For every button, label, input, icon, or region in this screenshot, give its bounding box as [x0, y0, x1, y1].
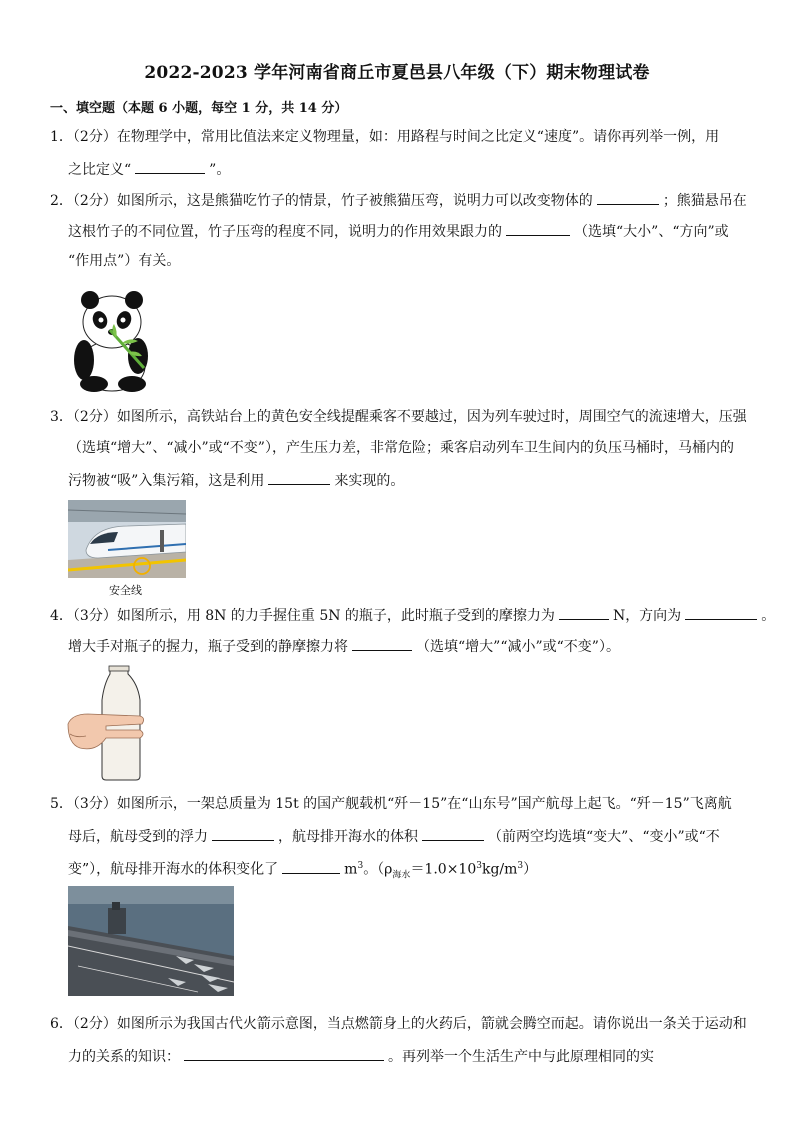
q5-text-d: 变”），航母排开海水的体积变化了	[68, 861, 279, 878]
q5-rho-sub: 海水	[392, 870, 411, 881]
q4-text-a: 4．（3分）如图所示，用 8N 的力手握住重 5N 的瓶子，此时瓶子受到的摩擦力为	[50, 608, 555, 624]
q6-text-a: 力的关系的知识：	[68, 1049, 180, 1065]
q1-line2	[68, 159, 230, 179]
q5-line1: 5．（3分）如图所示，一架总质量为 15t 的国产舰载机“歼－15”在“山东号”国产航母上起飞。“歼－15”飞离航	[50, 796, 732, 812]
q5-blank-2[interactable]	[422, 826, 484, 841]
q1-line1: 1．（2分）在物理学中，常用比值法来定义物理量，如：用路程与时间之比定义“速度”。请你再列举一例，用	[50, 129, 720, 145]
q1-text-b: ”。	[209, 162, 231, 178]
q5-close-paren: ）	[523, 861, 538, 878]
q5-blank-3[interactable]	[282, 859, 340, 874]
carrier-photo	[68, 886, 234, 996]
q5-rho: 。（ρ	[363, 861, 393, 878]
q2-text-c: 这根竹子的不同位置，竹子压弯的程度不同，说明力的作用效果跟力的	[68, 224, 502, 240]
q4-blank-1[interactable]	[559, 605, 609, 620]
q3-blank[interactable]	[268, 470, 330, 485]
q2-line1	[50, 190, 747, 210]
q5-text-c: （前两空均选填“变大”、“变小”或“不	[488, 829, 720, 845]
q3-line2: （选填“增大”、“减小”或“不变”），产生压力差，非常危险；乘客启动列车卫生间内的负压马桶时，马桶内的	[68, 440, 734, 456]
q4-blank-2[interactable]	[685, 605, 757, 620]
q3-text-b: 来实现的。	[334, 473, 405, 489]
q4-line2	[68, 636, 620, 656]
q4-text-c: 。	[761, 608, 776, 624]
q5-density: ＝1.0×10	[410, 861, 477, 878]
q1-text-a: 之比定义“	[68, 162, 132, 178]
q5-line2	[68, 826, 720, 846]
q4-line1	[50, 605, 775, 625]
q5-line3	[68, 857, 537, 884]
q2-blank-2[interactable]	[506, 221, 570, 236]
q2-line3: “作用点”）有关。	[68, 253, 181, 269]
q2-text-a: 2．（2分）如图所示，这是熊猫吃竹子的情景，竹子被熊猫压弯，说明力可以改变物体的	[50, 193, 593, 209]
q3-line1: 3．（2分）如图所示，高铁站台上的黄色安全线提醒乘客不要越过，因为列车驶过时，周围空气的流速增大，压强	[50, 409, 747, 425]
q3-text-a: 污物被“吸”入集污箱，这是利用	[68, 473, 265, 489]
section-heading: 一、填空题（本题 6 小题，每空 1 分，共 14 分）	[50, 101, 348, 116]
q6-line1: 6．（2分）如图所示为我国古代火箭示意图，当点燃箭身上的火药后，箭就会腾空而起。请你说出一条关于运动和	[50, 1016, 747, 1032]
q5-unit-m: m	[344, 861, 358, 878]
q2-text-b: ；熊猫悬吊在	[662, 193, 747, 209]
q2-blank-1[interactable]	[597, 190, 659, 205]
q3-line3	[68, 470, 404, 490]
q2-text-d: （选填“大小”、“方向”或	[574, 224, 729, 240]
panda-figure	[70, 288, 154, 392]
q4-text-b: N，方向为	[612, 608, 682, 624]
q5-unit-exp: 3	[357, 861, 364, 871]
q6-line2	[68, 1046, 654, 1066]
q2-line2	[68, 221, 729, 241]
q5-blank-1[interactable]	[212, 826, 274, 841]
train-photo	[68, 500, 186, 578]
q4-blank-3[interactable]	[352, 636, 412, 651]
q1-answer-blank[interactable]	[135, 159, 205, 174]
q5-text-a: 母后，航母受到的浮力	[68, 829, 208, 845]
safety-line-caption: 安全线	[109, 584, 142, 597]
q5-text-b: ，航母排开海水的体积	[278, 829, 418, 845]
q5-density-unit: kg/m	[481, 861, 518, 878]
page-title: 2022-2023 学年河南省商丘市夏邑县八年级（下）期末物理试卷	[144, 63, 650, 83]
q6-blank[interactable]	[184, 1046, 384, 1061]
q4-text-d: 增大手对瓶子的握力，瓶子受到的静摩擦力将	[68, 639, 348, 655]
q5-density-exp: 3	[476, 861, 482, 871]
q4-text-e: （选填“增大”“减小”或“不变”）。	[416, 639, 620, 655]
bottle-hand-figure	[66, 664, 150, 782]
q5-density-unit-exp: 3	[517, 861, 524, 871]
q6-text-b: 。再列举一个生活生产中与此原理相同的实	[388, 1049, 654, 1065]
